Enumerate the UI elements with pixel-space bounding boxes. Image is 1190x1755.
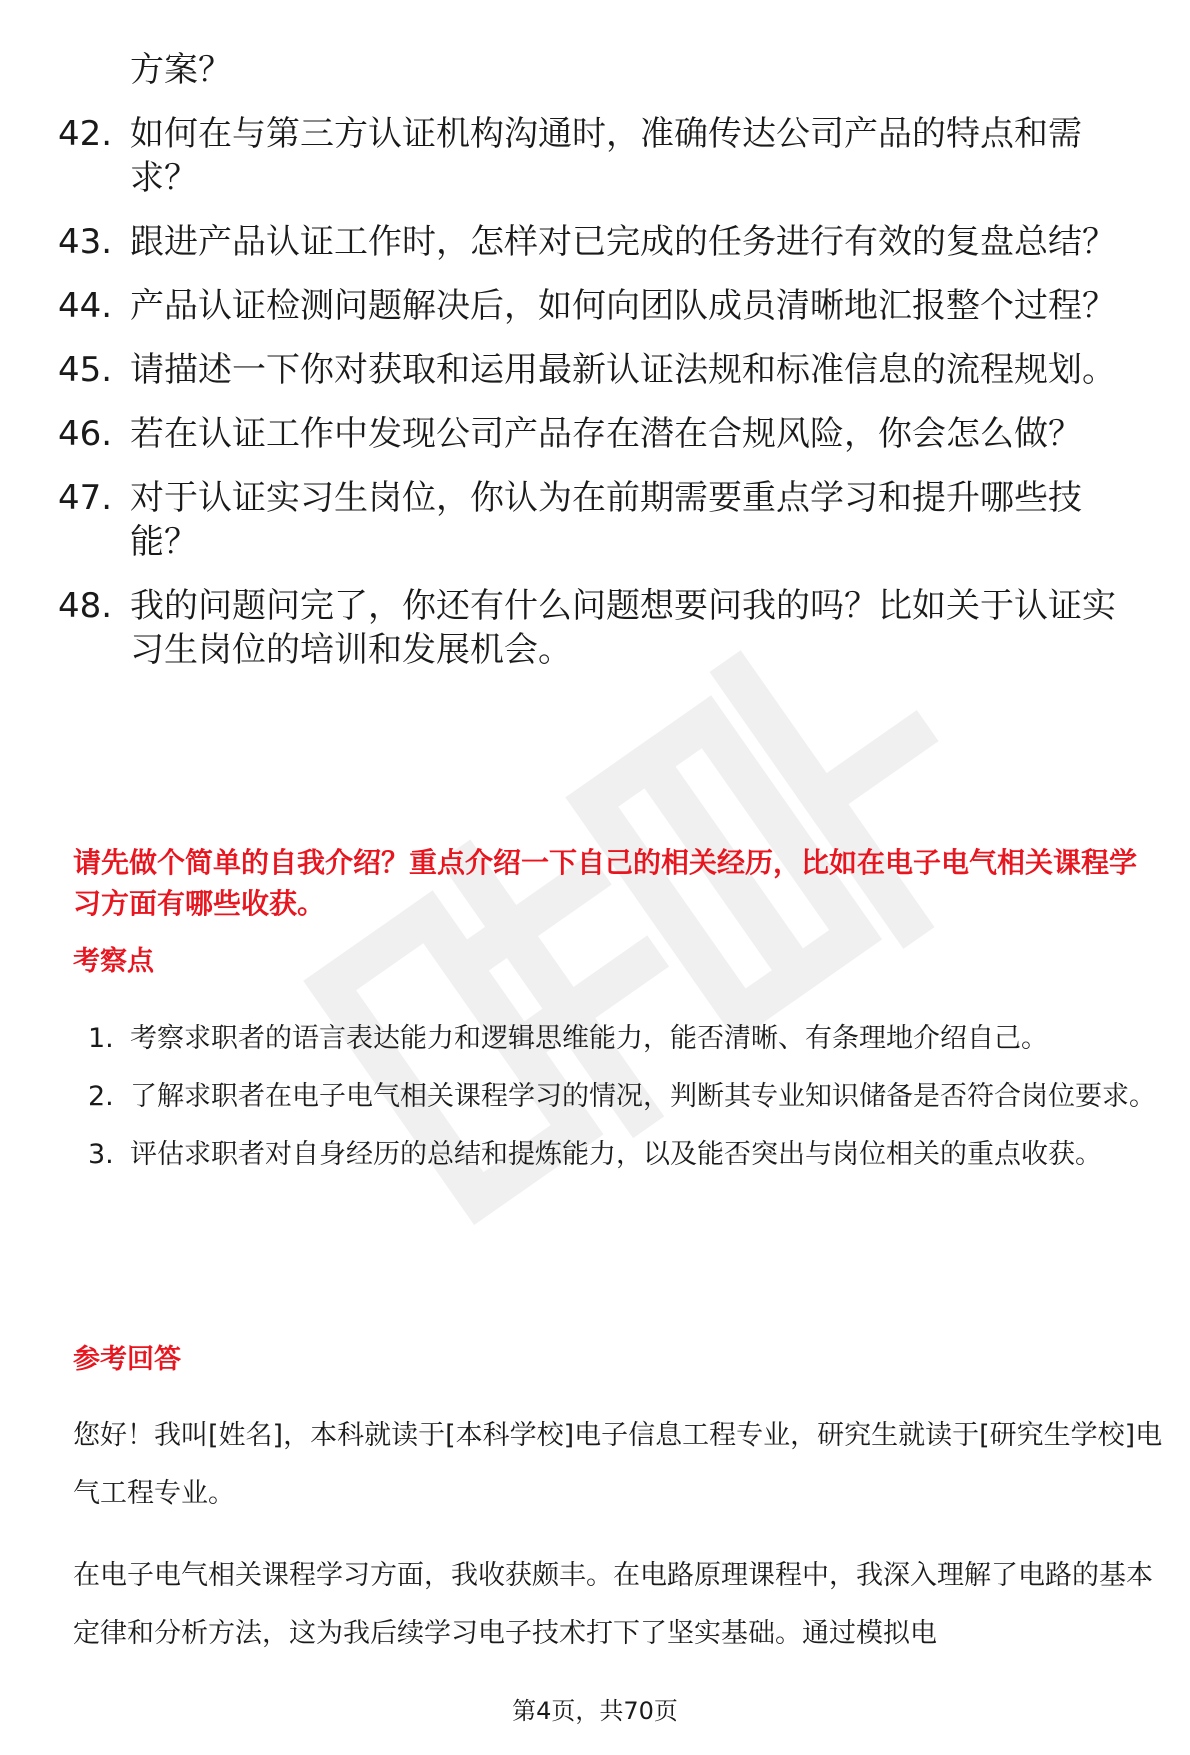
question-number: 45.: [58, 350, 113, 390]
question-list: [58, 48, 1148, 692]
assessment-points-list: [88, 1010, 1163, 1184]
list-item: [58, 348, 1148, 392]
answer-paragraph: 您好！我叫[姓名]，本科就读于[本科学校]电子信息工程专业，研究生就读于[研究生学校]电气工程专业。: [73, 1420, 1163, 1509]
question-text: 对于认证实习生岗位，你认为在前期需要重点学习和提升哪些技能？: [130, 478, 1082, 562]
point-number: 1.: [88, 1023, 114, 1054]
question-number: 47.: [58, 478, 113, 518]
point-text: 考察求职者的语言表达能力和逻辑思维能力，能否清晰、有条理地介绍自己。: [130, 1023, 1048, 1054]
question-text: 我的问题问完了，你还有什么问题想要问我的吗？比如关于认证实习生岗位的培训和发展机会。: [130, 586, 1116, 670]
question-text: 跟进产品认证工作时，怎样对已完成的任务进行有效的复盘总结？: [130, 222, 1116, 262]
list-item: [58, 220, 1148, 264]
reference-answer: [73, 1407, 1163, 1687]
list-item: [58, 112, 1148, 200]
list-item: [88, 1068, 1163, 1126]
question-number: 44.: [58, 286, 113, 326]
question-number: 46.: [58, 414, 113, 454]
answer-label: 参考回答: [73, 1344, 181, 1375]
points-label: 考察点: [73, 946, 154, 977]
point-text: 评估求职者对自身经历的总结和提炼能力，以及能否突出与岗位相关的重点收获。: [130, 1139, 1102, 1170]
question-text: 如何在与第三方认证机构沟通时，准确传达公司产品的特点和需求？: [130, 114, 1082, 198]
question-continuation: 方案？: [130, 50, 232, 90]
question-number: 42.: [58, 114, 113, 154]
point-number: 2.: [88, 1081, 114, 1112]
list-item: [58, 584, 1148, 672]
answer-paragraph: 在电子电气相关课程学习方面，我收获颇丰。在电路原理课程中，我深入理解了电路的基本定律和分析方法，这为我后续学习电子技术打下了坚实基础。通过模拟电: [73, 1560, 1153, 1649]
list-item: [88, 1010, 1163, 1068]
question-text: 产品认证检测问题解决后，如何向团队成员清晰地汇报整个过程？: [130, 286, 1116, 326]
list-item: [88, 1126, 1163, 1184]
list-item: [58, 412, 1148, 456]
list-item: [58, 284, 1148, 328]
interview-question-heading: 请先做个简单的自我介绍？重点介绍一下自己的相关经历，比如在电子电气相关课程学习方面有哪些收获。: [73, 846, 1138, 920]
page-footer: 第4页，共70页: [512, 1697, 678, 1725]
question-number: 48.: [58, 586, 113, 626]
question-text: 若在认证工作中发现公司产品存在潜在合规风险，你会怎么做？: [130, 414, 1082, 454]
question-text: 请描述一下你对获取和运用最新认证法规和标准信息的流程规划。: [130, 350, 1116, 390]
question-number: 43.: [58, 222, 113, 262]
list-item: [58, 476, 1148, 564]
point-number: 3.: [88, 1139, 114, 1170]
point-text: 了解求职者在电子电气相关课程学习的情况，判断其专业知识储备是否符合岗位要求。: [130, 1081, 1156, 1112]
